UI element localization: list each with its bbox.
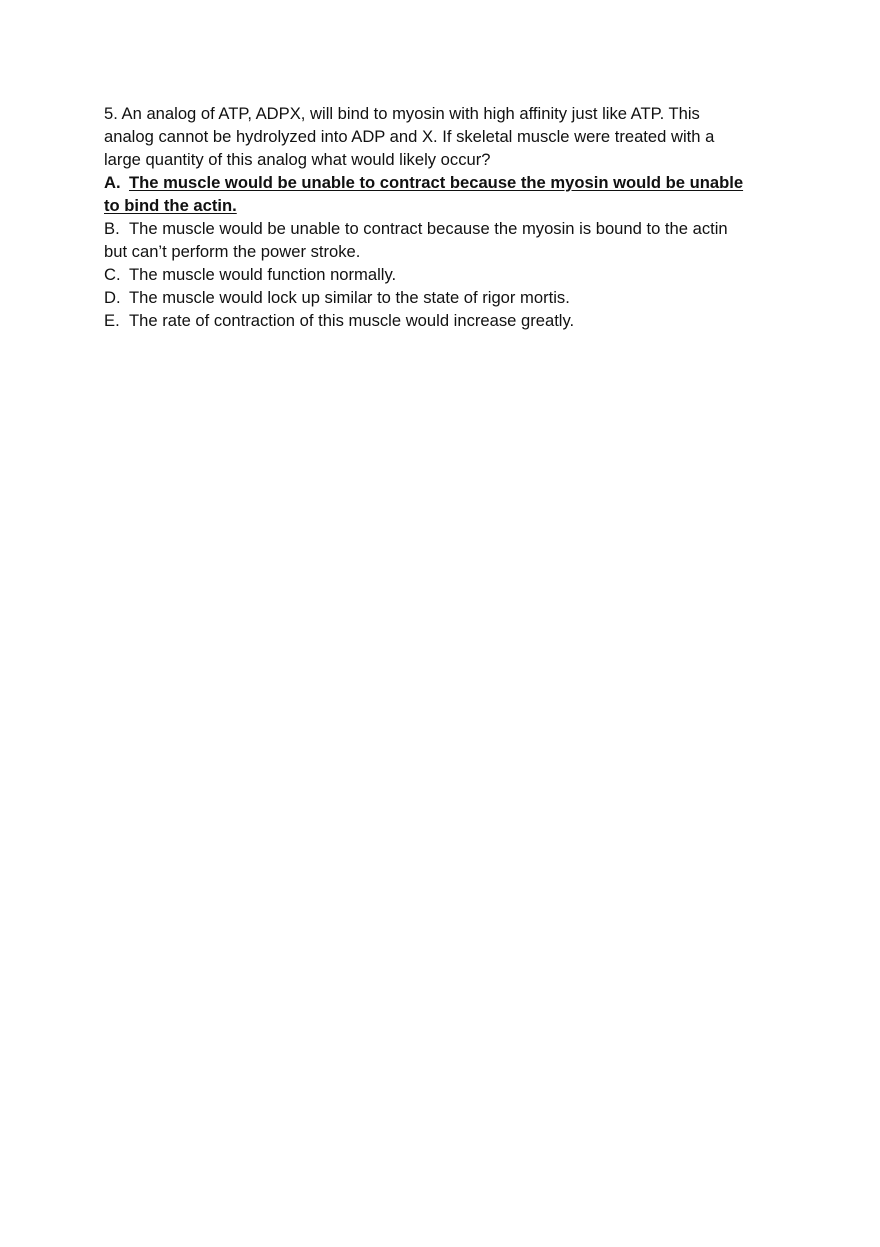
option-c-letter: C.: [104, 265, 121, 284]
question-block: [104, 102, 776, 332]
option-d: [104, 286, 776, 309]
option-d-text: The muscle would lock up similar to the state of rigor mortis.: [129, 288, 570, 307]
option-b-line-1: [104, 217, 776, 240]
option-e-text: The rate of contraction of this muscle would increase greatly.: [129, 311, 575, 330]
option-b-text-line-2: but can’t perform the power stroke.: [104, 242, 361, 261]
option-a-line-1: [104, 171, 776, 194]
option-c: [104, 263, 776, 286]
option-b: [104, 217, 776, 263]
option-e-letter: E.: [104, 311, 120, 330]
option-a-line-2: [104, 194, 776, 217]
option-a-letter: A.: [104, 173, 121, 192]
option-c-text: The muscle would function normally.: [129, 265, 397, 284]
option-b-letter: B.: [104, 219, 120, 238]
option-d-line: [104, 286, 776, 309]
option-c-line: [104, 263, 776, 286]
option-e-line: [104, 309, 776, 332]
option-b-text-line-1: The muscle would be unable to contract because the myosin is bound to the actin: [129, 219, 728, 238]
question-stem-line-2: analog cannot be hydrolyzed into ADP and X. If skeletal muscle were treated with a: [104, 127, 715, 146]
option-d-letter: D.: [104, 288, 121, 307]
question-stem-line-3: large quantity of this analog what would likely occur?: [104, 150, 491, 169]
option-a-text-line-2: to bind the actin.: [104, 196, 237, 215]
option-e: [104, 309, 776, 332]
option-a-correct-answer: [104, 171, 776, 217]
option-a-text-line-1: The muscle would be unable to contract because the myosin would be unable: [129, 173, 744, 192]
question-stem-line-1: 5. An analog of ATP, ADPX, will bind to myosin with high affinity just like ATP. This: [104, 104, 700, 123]
